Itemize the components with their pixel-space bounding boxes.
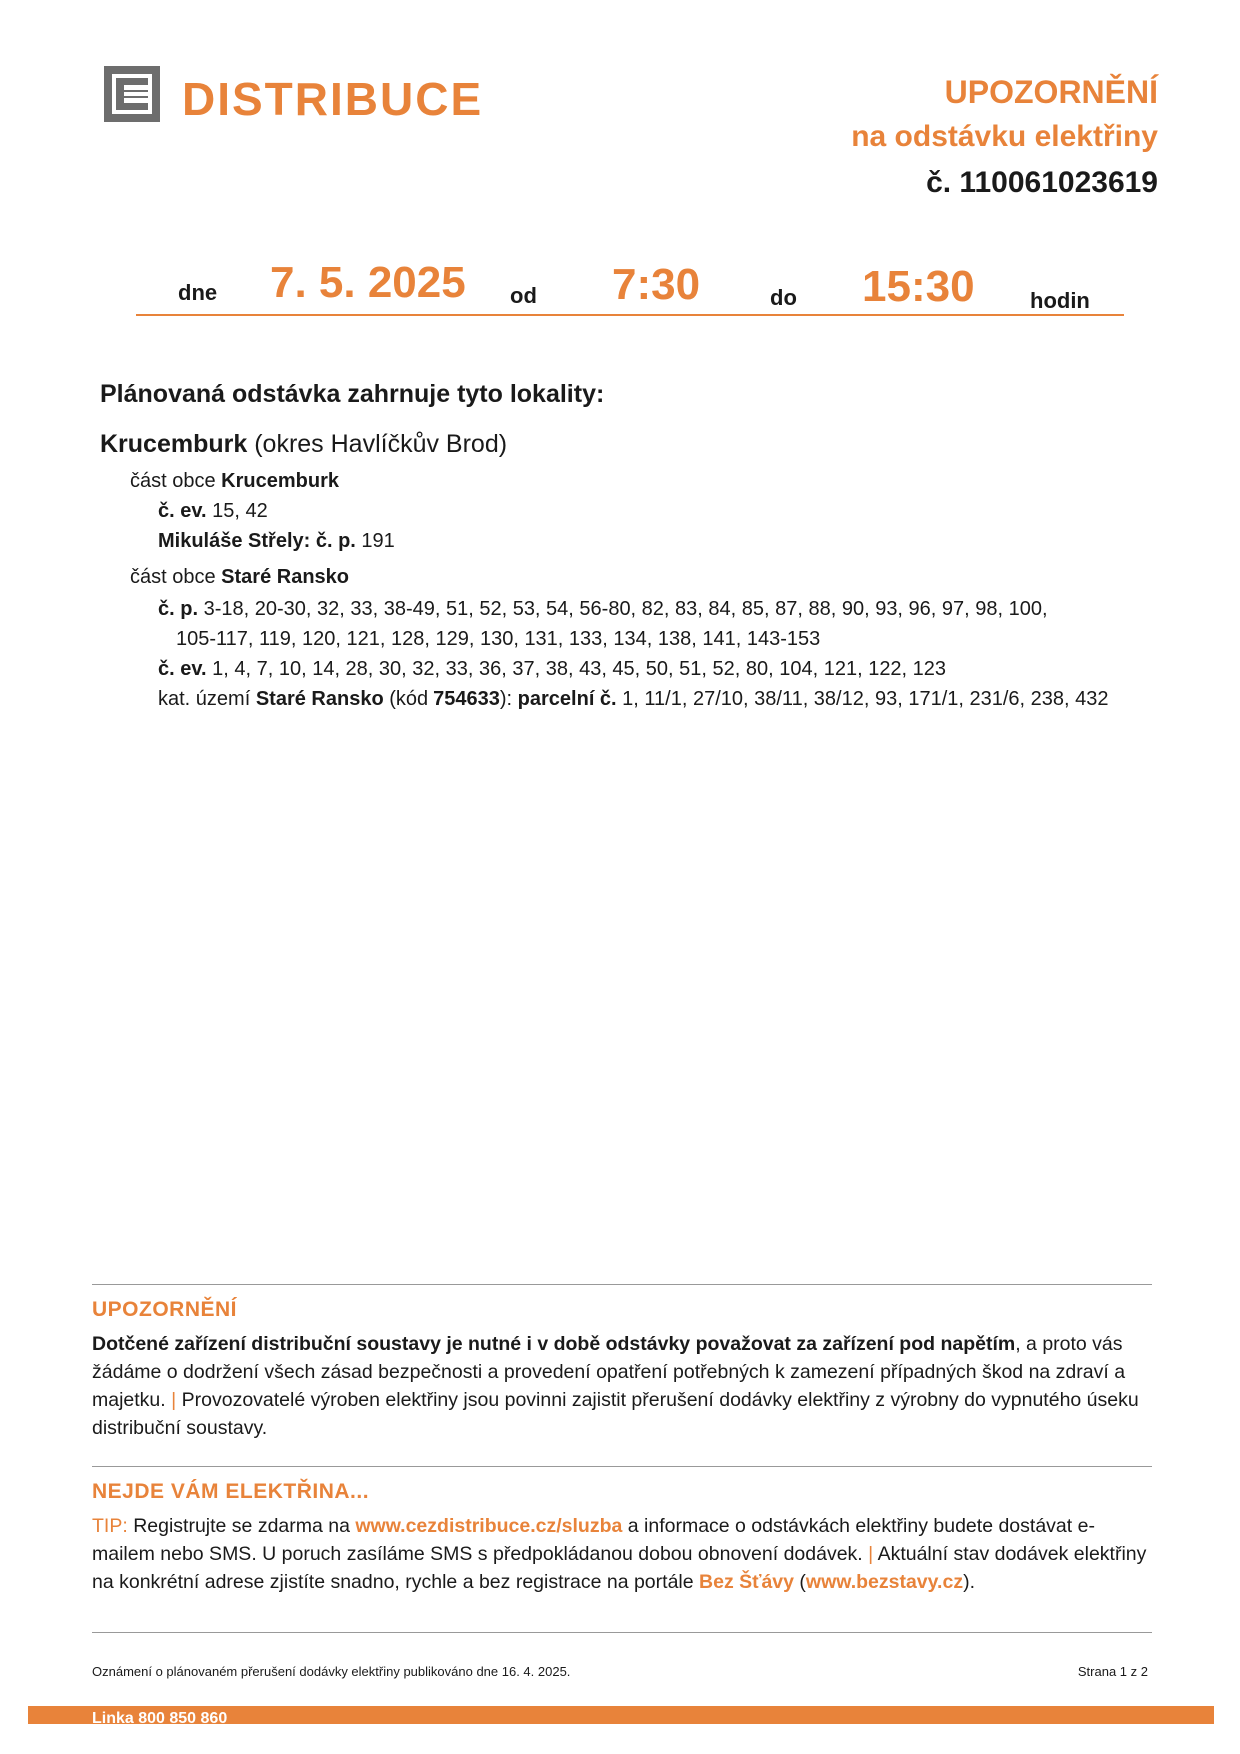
kat-kod-open: (kód — [389, 688, 429, 710]
list-item-cadastral — [158, 688, 1109, 711]
paren-open: ( — [799, 1571, 806, 1593]
no-power-text-2: a informace o odstávkách elektřiny budete dostávat e-mailem nebo SMS. U poruch zasíláme SMS s předpokládanou dobou obnovení dodávek. — [92, 1515, 1095, 1565]
part-stare-ransko — [130, 566, 349, 589]
part-name: Krucemburk — [221, 470, 339, 492]
no-power-text — [92, 1512, 1152, 1596]
part-krucemburk — [130, 470, 339, 493]
row-key: č. p. — [158, 598, 199, 620]
warning-bold: Dotčené zařízení distribuční soustavy je nutné i v době odstávky považovat za zařízení pod napětím — [92, 1333, 1016, 1355]
no-power-text-1: Registrujte se zdarma na — [133, 1515, 350, 1537]
city-name: Krucemburk — [100, 430, 248, 458]
no-power-title: NEJDE VÁM ELEKTŘINA... — [92, 1480, 370, 1503]
registration-link[interactable]: www.cezdistribuce.cz/sluzba — [355, 1515, 623, 1537]
publication-note: Oznámení o plánovaném přerušení dodávky elektřiny publikováno dne 16. 4. 2025. — [92, 1664, 571, 1679]
separator: | — [868, 1543, 874, 1565]
cez-logo — [104, 66, 160, 122]
notice-title: UPOZORNĚNÍ — [944, 74, 1158, 110]
row-key: č. ev. — [158, 500, 207, 522]
warning-text-1: , a proto vás žádáme o dodržení všech zásad bezpečnosti a provedení opatření potřebných k zamezení případných škod na zdraví a majetku. — [92, 1333, 1126, 1411]
list-item — [158, 598, 1048, 621]
outage-date: 7. 5. 2025 — [270, 258, 466, 307]
divider — [92, 1632, 1152, 1633]
warning-text — [92, 1330, 1152, 1442]
no-power-text-3: Aktuální stav dodávek elektřiny na konkrétní adrese zjistíte snadno, rychle a bez registrace na portále — [92, 1543, 1147, 1593]
notice-number: č. 110061023619 — [926, 166, 1158, 199]
label-to: do — [770, 285, 797, 310]
row-key: Mikuláše Střely: č. p. — [158, 530, 356, 552]
locations-heading: Plánovaná odstávka zahrnuje tyto lokality: — [100, 380, 605, 408]
row-value: 3-18, 20-30, 32, 33, 38-49, 51, 52, 53, 54, 56-80, 82, 83, 84, 85, 87, 88, 90, 93, 96, 97, 98, 100, — [203, 598, 1048, 620]
list-item — [158, 530, 395, 553]
kat-parcel-value: 1, 11/1, 27/10, 38/11, 38/12, 93, 171/1, 231/6, 238, 432 — [622, 688, 1109, 710]
dateline-rule — [136, 314, 1124, 316]
portal-name: Bez Šťávy — [699, 1571, 794, 1593]
kat-prefix: kat. území — [158, 688, 251, 710]
page-number: Strana 1 z 2 — [1077, 1664, 1148, 1679]
divider — [92, 1284, 1152, 1285]
row-value: 15, 42 — [212, 500, 268, 522]
time-from: 7:30 — [612, 260, 701, 309]
bezstavy-link[interactable]: www.bezstavy.cz — [805, 1571, 964, 1593]
list-item-continuation — [176, 628, 820, 651]
label-day: dne — [178, 280, 218, 305]
notice-subtitle: na odstávku elektřiny — [851, 120, 1158, 153]
city-district: (okres Havlíčkův Brod) — [254, 430, 508, 458]
warning-text-2: Provozovatelé výroben elektřiny jsou povinni zajistit přerušení dodávky elektřiny z výrobny do vypnutého úseku distribuční soustavy. — [92, 1389, 1139, 1439]
kat-kod: 754633 — [433, 688, 500, 710]
row-key: č. ev. — [158, 658, 207, 680]
divider — [92, 1466, 1152, 1467]
part-label: část obce — [130, 566, 216, 588]
paren-close: ). — [963, 1571, 975, 1593]
part-name: Staré Ransko — [221, 566, 350, 588]
row-value: 1, 4, 7, 10, 14, 28, 30, 32, 33, 36, 37, 38, 43, 45, 50, 51, 52, 80, 104, 121, 122, 123 — [212, 658, 947, 680]
label-unit: hodin — [1030, 288, 1090, 313]
kat-name: Staré Ransko — [255, 688, 384, 710]
city-line — [100, 430, 507, 459]
time-to: 15:30 — [862, 262, 975, 311]
row-value: 191 — [361, 530, 395, 552]
tip-label: TIP: — [92, 1515, 128, 1537]
kat-parcel-key: parcelní č. — [517, 688, 617, 710]
list-item — [158, 658, 946, 681]
label-from: od — [510, 283, 537, 308]
separator: | — [171, 1389, 177, 1411]
row-value: 105-117, 119, 120, 121, 128, 129, 130, 131, 133, 134, 138, 141, 143-153 — [176, 628, 821, 650]
list-item — [158, 500, 268, 523]
warning-title: UPOZORNĚNÍ — [92, 1298, 238, 1321]
kat-kod-close: ): — [499, 688, 513, 710]
bottom-bar — [28, 1706, 1214, 1724]
part-label: část obce — [130, 470, 216, 492]
brand-name: DISTRIBUCE — [182, 73, 484, 125]
hotline: Linka 800 850 860 — [92, 1710, 228, 1724]
